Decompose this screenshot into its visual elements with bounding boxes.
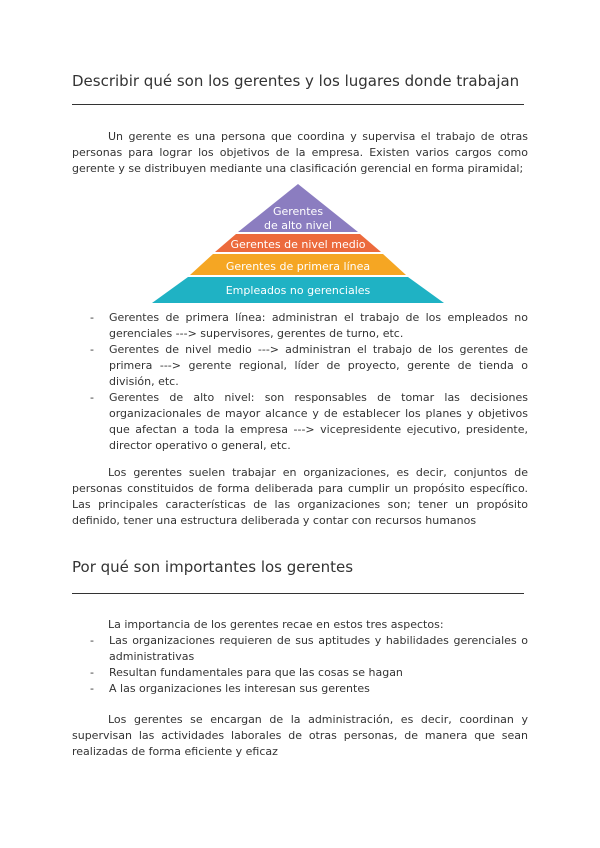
- section-1-title: Describir qué son los gerentes y los lugares donde trabajan: [72, 72, 520, 90]
- list-item: - Las organizaciones requieren de sus aptitudes y habilidades gerenciales o administrativas: [90, 634, 528, 663]
- section-2-divider: [72, 593, 524, 594]
- pyramid-label-first-line: Gerentes de primera línea: [225, 260, 371, 273]
- list-item: - Gerentes de alto nivel: son responsables de tomar las decisiones organizacionales de mayor alcance y de establecer los planes y objetivos que afectan a toda la empresa ---> vicepresidente ejecutivo, presidente, director operativo o general, etc.: [90, 391, 528, 452]
- list-item: - Gerentes de nivel medio ---> administran el trabajo de los gerentes de primera ---> gerente regional, líder de proyecto, gerente de tienda o división, etc.: [90, 343, 528, 388]
- section-1-closing: Los gerentes suelen trabajar en organizaciones, es decir, conjuntos de personas constituidos de forma deliberada para cumplir un propósito específico. Las principales características de las organizaciones son; tener un propósito definido, tener una estructura deliberada y contar con recursos humanos: [72, 466, 528, 527]
- manager-pyramid: [150, 184, 446, 304]
- list-item: - Resultan fundamentales para que las cosas se hagan: [90, 666, 403, 679]
- list-item: - A las organizaciones les interesan sus gerentes: [90, 682, 370, 695]
- pyramid-label-top-line2: de alto nivel: [264, 219, 332, 232]
- section-2-title: Por qué son importantes los gerentes: [72, 558, 354, 576]
- pyramid-label-base: Empleados no gerenciales: [225, 284, 371, 297]
- section-2-closing: Los gerentes se encargan de la administración, es decir, coordinan y supervisan las actividades laborales de otras personas, de manera que sean realizadas de forma eficiente y eficaz: [72, 713, 528, 758]
- list-item: - Gerentes de primera línea: administran el trabajo de los empleados no gerenciales ---> supervisores, gerentes de turno, etc.: [90, 311, 528, 340]
- pyramid-label-top-line1: Gerentes: [272, 205, 324, 218]
- manager-levels-list: [72, 310, 528, 454]
- section-2-intro: La importancia de los gerentes recae en estos tres aspectos:: [108, 618, 444, 631]
- importance-list: [72, 633, 528, 697]
- section-1-intro: Un gerente es una persona que coordina y supervisa el trabajo de otras personas para lograr los objetivos de la empresa. Existen varios cargos como gerente y se distribuyen mediante una clasificación gerencial en forma piramidal;: [72, 130, 528, 175]
- section-1-divider: [72, 104, 524, 105]
- pyramid-label-middle: Gerentes de nivel medio: [230, 238, 366, 251]
